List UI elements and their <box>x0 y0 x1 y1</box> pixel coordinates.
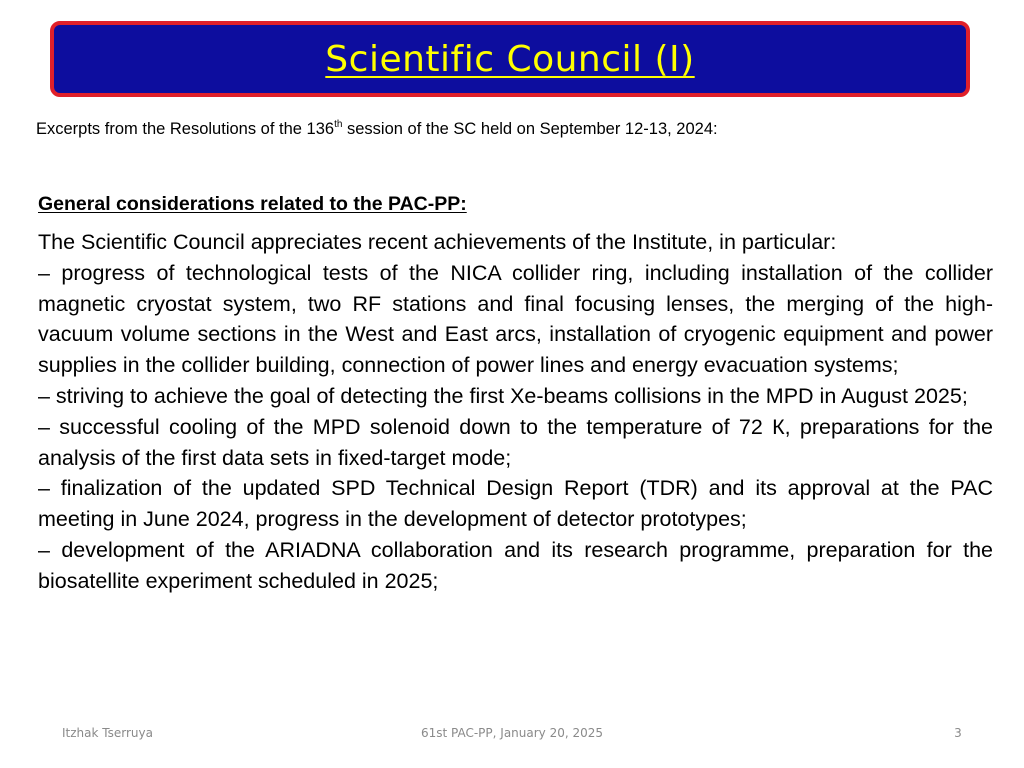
footer-page-number: 3 <box>954 726 962 740</box>
section-heading: General considerations related to the PAC-PP: <box>38 193 467 215</box>
footer-event: 61st PAC-PP, January 20, 2025 <box>420 726 604 740</box>
slide-title: Scientific Council (I) <box>325 38 695 80</box>
footer-author: Itzhak Tserruya <box>62 726 153 740</box>
excerpt-text-after: session of the SC held on September 12-13, 2024: <box>342 120 718 138</box>
excerpt-line <box>36 120 996 139</box>
excerpt-text-before: Excerpts from the Resolutions of the 136 <box>36 120 335 138</box>
achievement-item-mpd-solenoid: – successful cooling of the MPD solenoid down to the temperature of 72 К, preparations for the analysis of the first data sets in fixed-target mode; <box>38 414 993 470</box>
achievement-item-xe-beams: – striving to achieve the goal of detecting the first Xe-beams collisions in the MPD in August 2025; <box>38 383 968 408</box>
achievement-item-spd-tdr: – finalization of the updated SPD Technical Design Report (TDR) and its approval at the PAC meeting in June 2024, progress in the development of detector prototypes; <box>38 476 993 532</box>
resolution-body <box>38 227 993 597</box>
excerpt-superscript: th <box>334 119 343 130</box>
slide-title-banner <box>50 21 970 97</box>
achievement-item-nica: – progress of technological tests of the NICA collider ring, including installation of the collider magnetic cryostat system, two RF stations and final focusing lenses, the merging of the high-vacuum volume sections in the West and East arcs, installation of cryogenic equipment and power supplies in the collider building, connection of power lines and energy evacuation systems; <box>38 260 993 378</box>
achievement-item-ariadna: – development of the ARIADNA collaboration and its research programme, preparation for the biosatellite experiment scheduled in 2025; <box>38 537 993 593</box>
intro-paragraph: The Scientific Council appreciates recent achievements of the Institute, in particular: <box>38 230 837 254</box>
